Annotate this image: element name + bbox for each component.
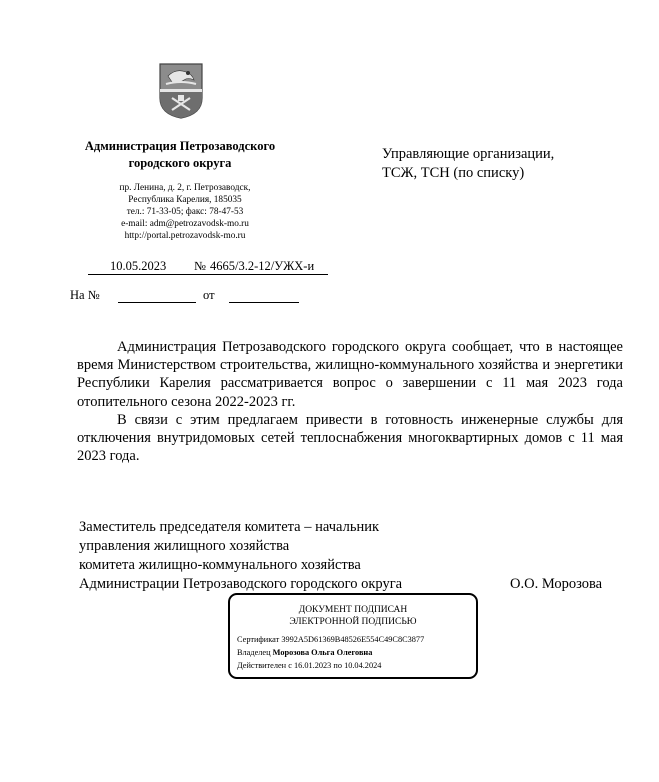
sender-address-line2: Республика Карелия, 185035 bbox=[128, 195, 242, 205]
recipient-line2: ТСЖ, ТСН (по списку) bbox=[382, 165, 525, 181]
signatory-title-line4: Администрации Петрозаводского городского округа bbox=[79, 576, 403, 592]
sender-org-name-line2: городского округа bbox=[128, 156, 232, 170]
stamp-certificate bbox=[237, 635, 424, 644]
incoming-date-blank bbox=[229, 302, 299, 303]
letter-body bbox=[77, 338, 623, 465]
sender-portal: http://portal.petrozavodsk-mo.ru bbox=[124, 231, 246, 241]
coat-of-arms-icon bbox=[158, 62, 204, 120]
outgoing-number: 4665/3.2-12/УЖХ-и bbox=[210, 259, 315, 273]
sender-phone: тел.: 71-33-05; факс: 78-47-53 bbox=[126, 207, 244, 217]
recipient bbox=[382, 145, 642, 183]
signatory-title bbox=[79, 518, 479, 594]
stamp-owner bbox=[237, 648, 372, 657]
stamp-owner-label: Владелец bbox=[237, 648, 271, 657]
stamp-valid-label: Действителен с bbox=[237, 661, 292, 670]
sender-contacts bbox=[60, 182, 310, 242]
incoming-number-blank bbox=[118, 302, 196, 303]
stamp-validity bbox=[237, 661, 381, 670]
sender-address-line1: пр. Ленина, д. 2, г. Петрозаводск, bbox=[119, 183, 251, 193]
signatory-name: О.О. Морозова bbox=[510, 576, 603, 592]
sender-org-name bbox=[60, 138, 300, 172]
stamp-owner-value: Морозова Ольга Олеговна bbox=[272, 648, 373, 657]
signatory-title-line1: Заместитель председателя комитета – начальник bbox=[79, 519, 380, 535]
incoming-from-label: от bbox=[203, 288, 215, 302]
signatory-title-line2: управления жилищного хозяйства bbox=[79, 538, 290, 554]
outgoing-registration bbox=[88, 258, 328, 275]
stamp-certificate-label: Сертификат bbox=[237, 635, 280, 644]
stamp-valid-from: 16.01.2023 bbox=[293, 661, 332, 670]
e-signature-stamp bbox=[228, 593, 478, 679]
body-paragraph: Администрация Петрозаводского городского округа сообщает, что в настоящее время Министерством строительства, жилищно-коммунального хозяйства и энергетики Республики Карелия рассматривается вопрос о завершении с 11 мая 2023 года отопительного сезона 2022-2023 гг. bbox=[77, 339, 623, 410]
stamp-valid-to: 10.04.2024 bbox=[344, 661, 382, 670]
incoming-label: На № bbox=[70, 288, 100, 302]
sender-email: e-mail: adm@petrozavodsk-mo.ru bbox=[121, 219, 249, 229]
outgoing-date: 10.05.2023 bbox=[110, 259, 167, 273]
stamp-header bbox=[230, 604, 476, 628]
outgoing-number-label: № bbox=[194, 259, 206, 273]
sender-org-name-line1: Администрация Петрозаводского bbox=[84, 139, 276, 153]
body-paragraph: В связи с этим предлагаем привести в готовность инженерные службы для отключения внутридомовых сетей теплоснабжения многоквартирных домов с 11 мая 2023 года. bbox=[77, 411, 623, 465]
signatory-title-line3: комитета жилищно-коммунального хозяйства bbox=[79, 557, 361, 573]
recipient-line1: Управляющие организации, bbox=[382, 146, 555, 162]
stamp-header-line1: ДОКУМЕНТ ПОДПИСАН bbox=[298, 605, 408, 615]
stamp-valid-to-label: по bbox=[333, 661, 342, 670]
stamp-header-line2: ЭЛЕКТРОННОЙ ПОДПИСЬЮ bbox=[289, 617, 417, 627]
stamp-certificate-value: 3992A5D61369B48526E554C49C8C3877 bbox=[281, 635, 425, 644]
